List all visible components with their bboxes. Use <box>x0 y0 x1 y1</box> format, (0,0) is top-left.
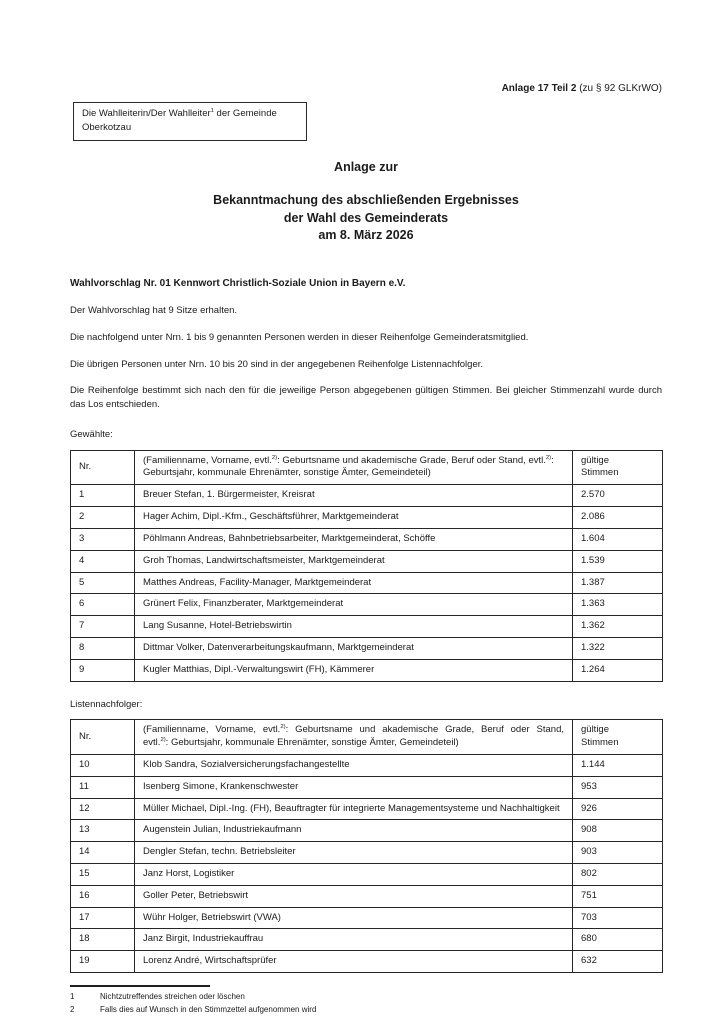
votes-cell: 2.570 <box>573 485 663 507</box>
paragraph: Die nachfolgend unter Nrn. 1 bis 9 genannten Personen werden in dieser Reihenfolge Gemeinderatsmitglied. <box>70 331 529 343</box>
footnote-reference: 1 <box>210 107 214 114</box>
row-number-cell: 19 <box>71 951 135 973</box>
text-segment: : Geburtsname und akademische Grade, Beruf oder Stand, <box>285 724 564 736</box>
candidate-cell: Breuer Stefan, 1. Bürgermeister, Kreisrat <box>135 485 573 507</box>
votes-cell: 2.086 <box>573 507 663 529</box>
text-segment: (Familienname, Vorname, evtl. <box>143 454 272 466</box>
table-row <box>71 754 663 776</box>
text-segment: Geburtsjahr, kommunale Ehrenämter, sonstige Ämter, Gemeindeteil) <box>143 467 431 479</box>
footnote-marker: 1 <box>70 992 75 1002</box>
votes-cell: 1.604 <box>573 528 663 550</box>
candidate-cell: Kugler Matthias, Dipl.-Verwaltungswirt (FH), Kämmerer <box>135 659 573 681</box>
footnote-text: Nichtzutreffendes streichen oder löschen <box>100 992 245 1002</box>
table-row <box>71 485 663 507</box>
votes-cell: 802 <box>573 864 663 886</box>
table-row <box>71 798 663 820</box>
column-header-nr: Nr. <box>71 450 135 485</box>
row-number-cell: 12 <box>71 798 135 820</box>
table-row <box>71 637 663 659</box>
document-title-line2: der Wahl des Gemeinderats <box>283 210 449 225</box>
table-row <box>71 885 663 907</box>
candidate-cell: Müller Michael, Dipl.-Ing. (FH), Beauftragter für integrierte Managementsysteme und Nachhaltigkeit <box>135 798 573 820</box>
candidate-cell: Grünert Felix, Finanzberater, Marktgemeinderat <box>135 594 573 616</box>
gewaehlte-table <box>70 450 663 682</box>
footnote-marker: 2 <box>70 1004 75 1014</box>
issuer-box <box>73 102 307 141</box>
table-row <box>71 951 663 973</box>
row-number-cell: 7 <box>71 616 135 638</box>
candidate-cell: Janz Birgit, Industriekauffrau <box>135 929 573 951</box>
anlage-ref-law: (zu § 92 GLKrWO) <box>576 83 662 94</box>
table-row <box>71 528 663 550</box>
candidate-cell: Groh Thomas, Landwirtschaftsmeister, Marktgemeinderat <box>135 550 573 572</box>
table-header-row <box>71 720 663 755</box>
row-number-cell: 14 <box>71 842 135 864</box>
votes-cell: 926 <box>573 798 663 820</box>
row-number-cell: 11 <box>71 776 135 798</box>
votes-cell: 751 <box>573 885 663 907</box>
candidate-cell: Janz Horst, Logistiker <box>135 864 573 886</box>
row-number-cell: 16 <box>71 885 135 907</box>
document-title-line1: Bekanntmachung des abschließenden Ergebnisses <box>213 193 519 208</box>
anlage-ref <box>70 82 662 97</box>
column-header-votes-line2: Stimmen <box>581 467 619 479</box>
candidate-cell: Lorenz André, Wirtschaftsprüfer <box>135 951 573 973</box>
paragraph: Die übrigen Personen unter Nrn. 10 bis 20 sind in der angegebenen Reihenfolge Listennachfolger. <box>70 358 484 370</box>
votes-cell: 680 <box>573 929 663 951</box>
table-row <box>71 864 663 886</box>
document-title-line3: am 8. März 2026 <box>318 228 414 243</box>
table-row <box>71 550 663 572</box>
row-number-cell: 10 <box>71 754 135 776</box>
table-row <box>71 616 663 638</box>
row-number-cell: 18 <box>71 929 135 951</box>
row-number-cell: 5 <box>71 572 135 594</box>
candidate-cell: Augenstein Julian, Industriekaufmann <box>135 820 573 842</box>
votes-cell: 1.387 <box>573 572 663 594</box>
votes-cell: 703 <box>573 907 663 929</box>
votes-cell: 1.264 <box>573 659 663 681</box>
row-number-cell: 15 <box>71 864 135 886</box>
footnote-separator <box>70 985 210 987</box>
listennachfolger-table <box>70 719 663 973</box>
candidate-cell: Dengler Stefan, techn. Betriebsleiter <box>135 842 573 864</box>
table-row <box>71 820 663 842</box>
paragraph: Der Wahlvorschlag hat 9 Sitze erhalten. <box>70 305 238 317</box>
column-header-votes-line2: Stimmen <box>581 737 619 749</box>
table-row <box>71 507 663 529</box>
column-header-votes-line1: gültige <box>581 454 609 466</box>
row-number-cell: 8 <box>71 637 135 659</box>
table-row <box>71 907 663 929</box>
table-row <box>71 659 663 681</box>
votes-cell: 1.144 <box>573 754 663 776</box>
anlage-ref-number: Anlage 17 Teil 2 <box>501 83 577 94</box>
anlage-zur-heading: Anlage zur <box>334 159 398 174</box>
column-header-votes-line1: gültige <box>581 724 609 736</box>
text-segment: : Geburtsname und akademische Grade, Beruf oder Stand, evtl. <box>277 454 546 466</box>
candidate-cell: Goller Peter, Betriebswirt <box>135 885 573 907</box>
votes-cell: 903 <box>573 842 663 864</box>
document-title <box>70 192 662 245</box>
column-header-votes <box>573 720 663 755</box>
text-segment: : <box>551 454 554 466</box>
votes-cell: 908 <box>573 820 663 842</box>
row-number-cell: 13 <box>71 820 135 842</box>
votes-cell: 1.539 <box>573 550 663 572</box>
votes-cell: 953 <box>573 776 663 798</box>
row-number-cell: 1 <box>71 485 135 507</box>
column-header-description-line2 <box>143 737 564 750</box>
footnote-reference: 2) <box>271 454 278 461</box>
votes-cell: 1.363 <box>573 594 663 616</box>
column-header-nr: Nr. <box>71 720 135 755</box>
candidate-cell: Pöhlmann Andreas, Bahnbetriebsarbeiter, Marktgemeinderat, Schöffe <box>135 528 573 550</box>
column-header-description-line2 <box>143 467 564 480</box>
footnotes <box>70 991 662 1017</box>
table-row <box>71 594 663 616</box>
page-content <box>0 82 724 1017</box>
row-number-cell: 2 <box>71 507 135 529</box>
text-segment: der Gemeinde Oberkotzau <box>82 107 277 134</box>
footnote-reference: 2) <box>280 724 286 731</box>
footnote <box>70 1004 662 1017</box>
listennachfolger-label: Listennachfolger: <box>70 698 143 710</box>
footnote <box>70 991 662 1004</box>
table-row <box>71 842 663 864</box>
candidate-cell: Klob Sandra, Sozialversicherungsfachangestellte <box>135 754 573 776</box>
candidate-cell: Matthes Andreas, Facility-Manager, Marktgemeinderat <box>135 572 573 594</box>
candidate-cell: Lang Susanne, Hotel-Betriebswirtin <box>135 616 573 638</box>
footnote-reference: 2) <box>160 737 166 744</box>
row-number-cell: 17 <box>71 907 135 929</box>
text-segment: evtl. <box>143 737 161 749</box>
text-segment: (Familienname, Vorname, evtl. <box>143 724 281 736</box>
column-header-description <box>135 720 573 755</box>
text-segment: : Geburtsjahr, kommunale Ehrenämter, sonstige Ämter, Gemeindeteil) <box>165 737 459 749</box>
footnote-text: Falls dies auf Wunsch in den Stimmzettel aufgenommen wird <box>100 1004 317 1014</box>
row-number-cell: 3 <box>71 528 135 550</box>
column-header-description-line1 <box>143 455 564 468</box>
table-row <box>71 929 663 951</box>
table-row <box>71 776 663 798</box>
votes-cell: 1.362 <box>573 616 663 638</box>
candidate-cell: Hager Achim, Dipl.-Kfm., Geschäftsführer, Marktgemeinderat <box>135 507 573 529</box>
candidate-cell: Wühr Holger, Betriebswirt (VWA) <box>135 907 573 929</box>
candidate-cell: Isenberg Simone, Krankenschwester <box>135 776 573 798</box>
text-segment: Die Wahlleiterin/Der Wahlleiter <box>82 107 211 119</box>
section-heading: Wahlvorschlag Nr. 01 Kennwort Christlich-Soziale Union in Bayern e.V. <box>70 277 406 289</box>
candidate-cell: Dittmar Volker, Datenverarbeitungskaufmann, Marktgemeinderat <box>135 637 573 659</box>
table-header-row <box>71 450 663 485</box>
column-header-description <box>135 450 573 485</box>
gewaehlte-label: Gewählte: <box>70 428 113 440</box>
votes-cell: 632 <box>573 951 663 973</box>
column-header-votes <box>573 450 663 485</box>
footnote-reference: 2) <box>545 454 552 461</box>
paragraph: Die Reihenfolge bestimmt sich nach den für die jeweilige Person abgegebenen gültigen Stimmen. Bei gleicher Stimmenzahl wurde durch das Los entschieden. <box>70 385 662 411</box>
row-number-cell: 6 <box>71 594 135 616</box>
votes-cell: 1.322 <box>573 637 663 659</box>
row-number-cell: 4 <box>71 550 135 572</box>
table-row <box>71 572 663 594</box>
column-header-description-line1 <box>143 724 564 737</box>
row-number-cell: 9 <box>71 659 135 681</box>
